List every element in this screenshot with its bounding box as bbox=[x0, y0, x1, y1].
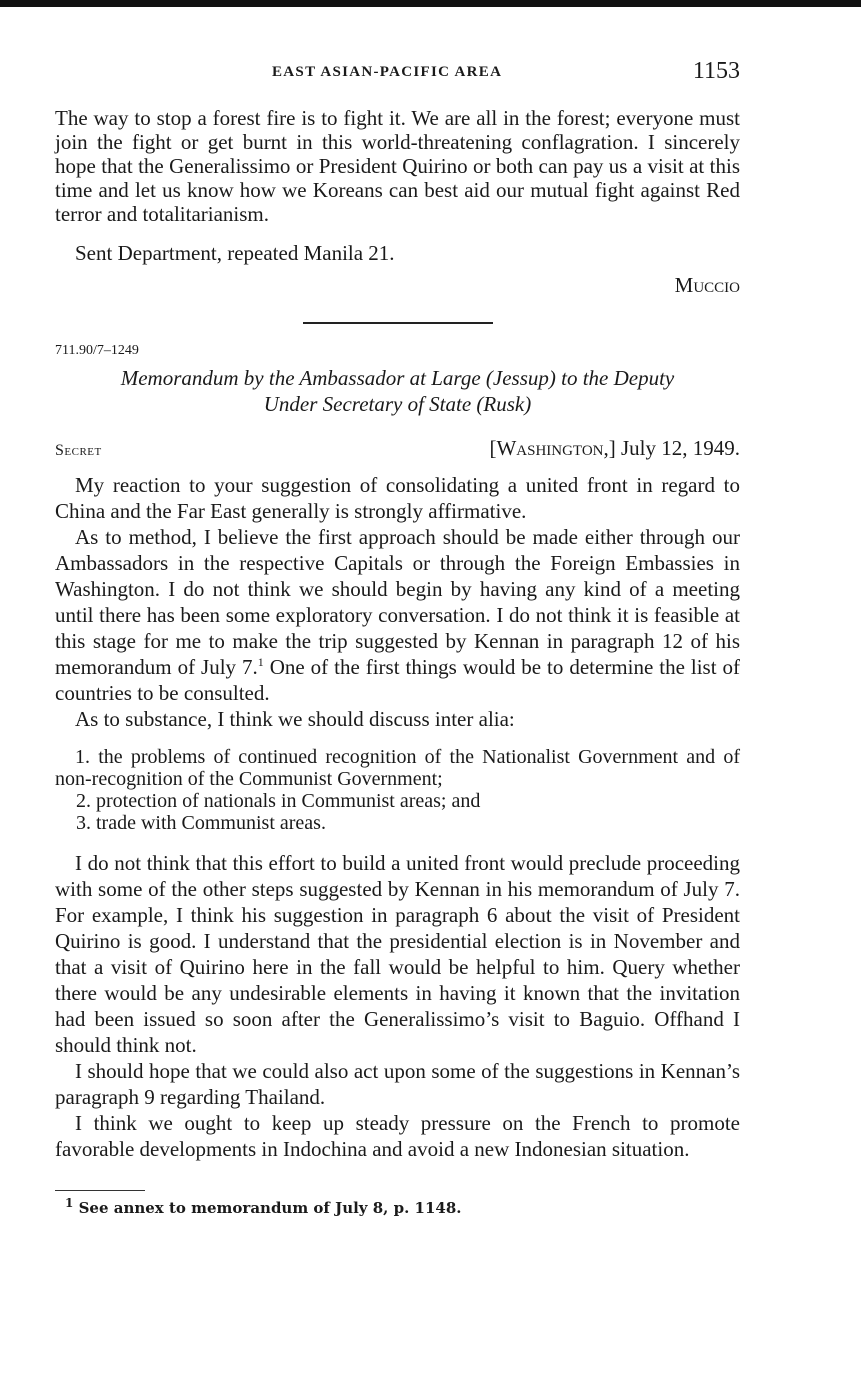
footnote bbox=[55, 1196, 740, 1217]
document-title-line-1: Memorandum by the Ambassador at Large (Jessup) to the Deputy bbox=[120, 366, 675, 390]
page-top-edge bbox=[0, 0, 861, 7]
page-number: 1153 bbox=[692, 58, 740, 84]
discussion-list bbox=[55, 746, 740, 834]
file-number: 711.90/7–1249 bbox=[55, 343, 139, 358]
list-item: 2. protection of nationals in Communist areas; and bbox=[76, 790, 481, 812]
list-item: 3. trade with Communist areas. bbox=[76, 812, 326, 834]
paragraph-2-text: As to method, I believe the first approach should be made either through our Ambassadors in the respective Capitals or through the Foreign Embassies in Washington. I do not think we should begin by having any kind of a meeting until there has been some exploratory conversation. I do not think it is feasible at this stage for me to make the trip suggested by Kennan in paragraph 12 of his memorandum of July 7. bbox=[55, 525, 740, 679]
list-item: 1. the problems of continued recognition of the Nationalist Government and of non-recognition of the Communist Government; bbox=[55, 746, 740, 790]
dateline-date: July 12, 1949. bbox=[620, 436, 740, 460]
paragraph-1: My reaction to your suggestion of consolidating a united front in regard to China and the Far East generally is strongly affirmative. bbox=[55, 473, 740, 523]
continuation-paragraph: The way to stop a forest fire is to fight it. We are all in the forest; everyone must join the fight or get burnt in this world-threatening conflagration. I sincerely hope that the Generalissimo or President Quirino or both can pay us a visit at this time and let us know how we Koreans can best aid our mutual fight against Red terror and totalitarianism. bbox=[55, 106, 740, 226]
paragraph-2 bbox=[55, 524, 740, 706]
dateline bbox=[489, 435, 740, 461]
document-title-line-2: Under Secretary of State (Rusk) bbox=[263, 392, 532, 416]
section-divider bbox=[303, 322, 493, 324]
document-page bbox=[55, 58, 740, 1217]
footnote-reference: 1 bbox=[257, 655, 264, 669]
running-head bbox=[55, 58, 740, 90]
classification-date-row bbox=[55, 435, 740, 464]
classification-label: Secret bbox=[55, 442, 102, 459]
footnote-marker: 1 bbox=[65, 1196, 74, 1210]
footnote-divider bbox=[55, 1190, 145, 1191]
paragraph-2-tail: One of the first things would be to determine the list of countries to be consulted. bbox=[55, 655, 740, 705]
signature: Muccio bbox=[674, 273, 740, 297]
paragraph-3: As to substance, I think we should discuss inter alia: bbox=[75, 707, 515, 731]
running-head-title: EAST ASIAN-PACIFIC AREA bbox=[272, 64, 503, 80]
paragraph-5: I should hope that we could also act upon some of the suggestions in Kennan’s paragraph 9 regarding Thailand. bbox=[55, 1059, 740, 1109]
dateline-place: [Washington,] bbox=[489, 436, 616, 460]
footnote-text: See annex to memorandum of July 8, p. 1148. bbox=[73, 1199, 462, 1217]
paragraph-4: I do not think that this effort to build a united front would preclude proceeding with some of the other steps suggested by Kennan in his memorandum of July 7. For example, I think his suggestion in paragraph 6 about the visit of President Quirino is good. I understand that the presidential election is in November and that a visit of Quirino here in the fall would be helpful to him. Query whether there would be any undesirable elements in having it known that the invitation had been issued so soon after the Generalissimo’s visit to Baguio. Offhand I should think not. bbox=[55, 851, 740, 1057]
sent-line: Sent Department, repeated Manila 21. bbox=[75, 241, 395, 265]
paragraph-6: I think we ought to keep up steady pressure on the French to promote favorable developments in Indochina and avoid a new Indonesian situation. bbox=[55, 1111, 740, 1161]
